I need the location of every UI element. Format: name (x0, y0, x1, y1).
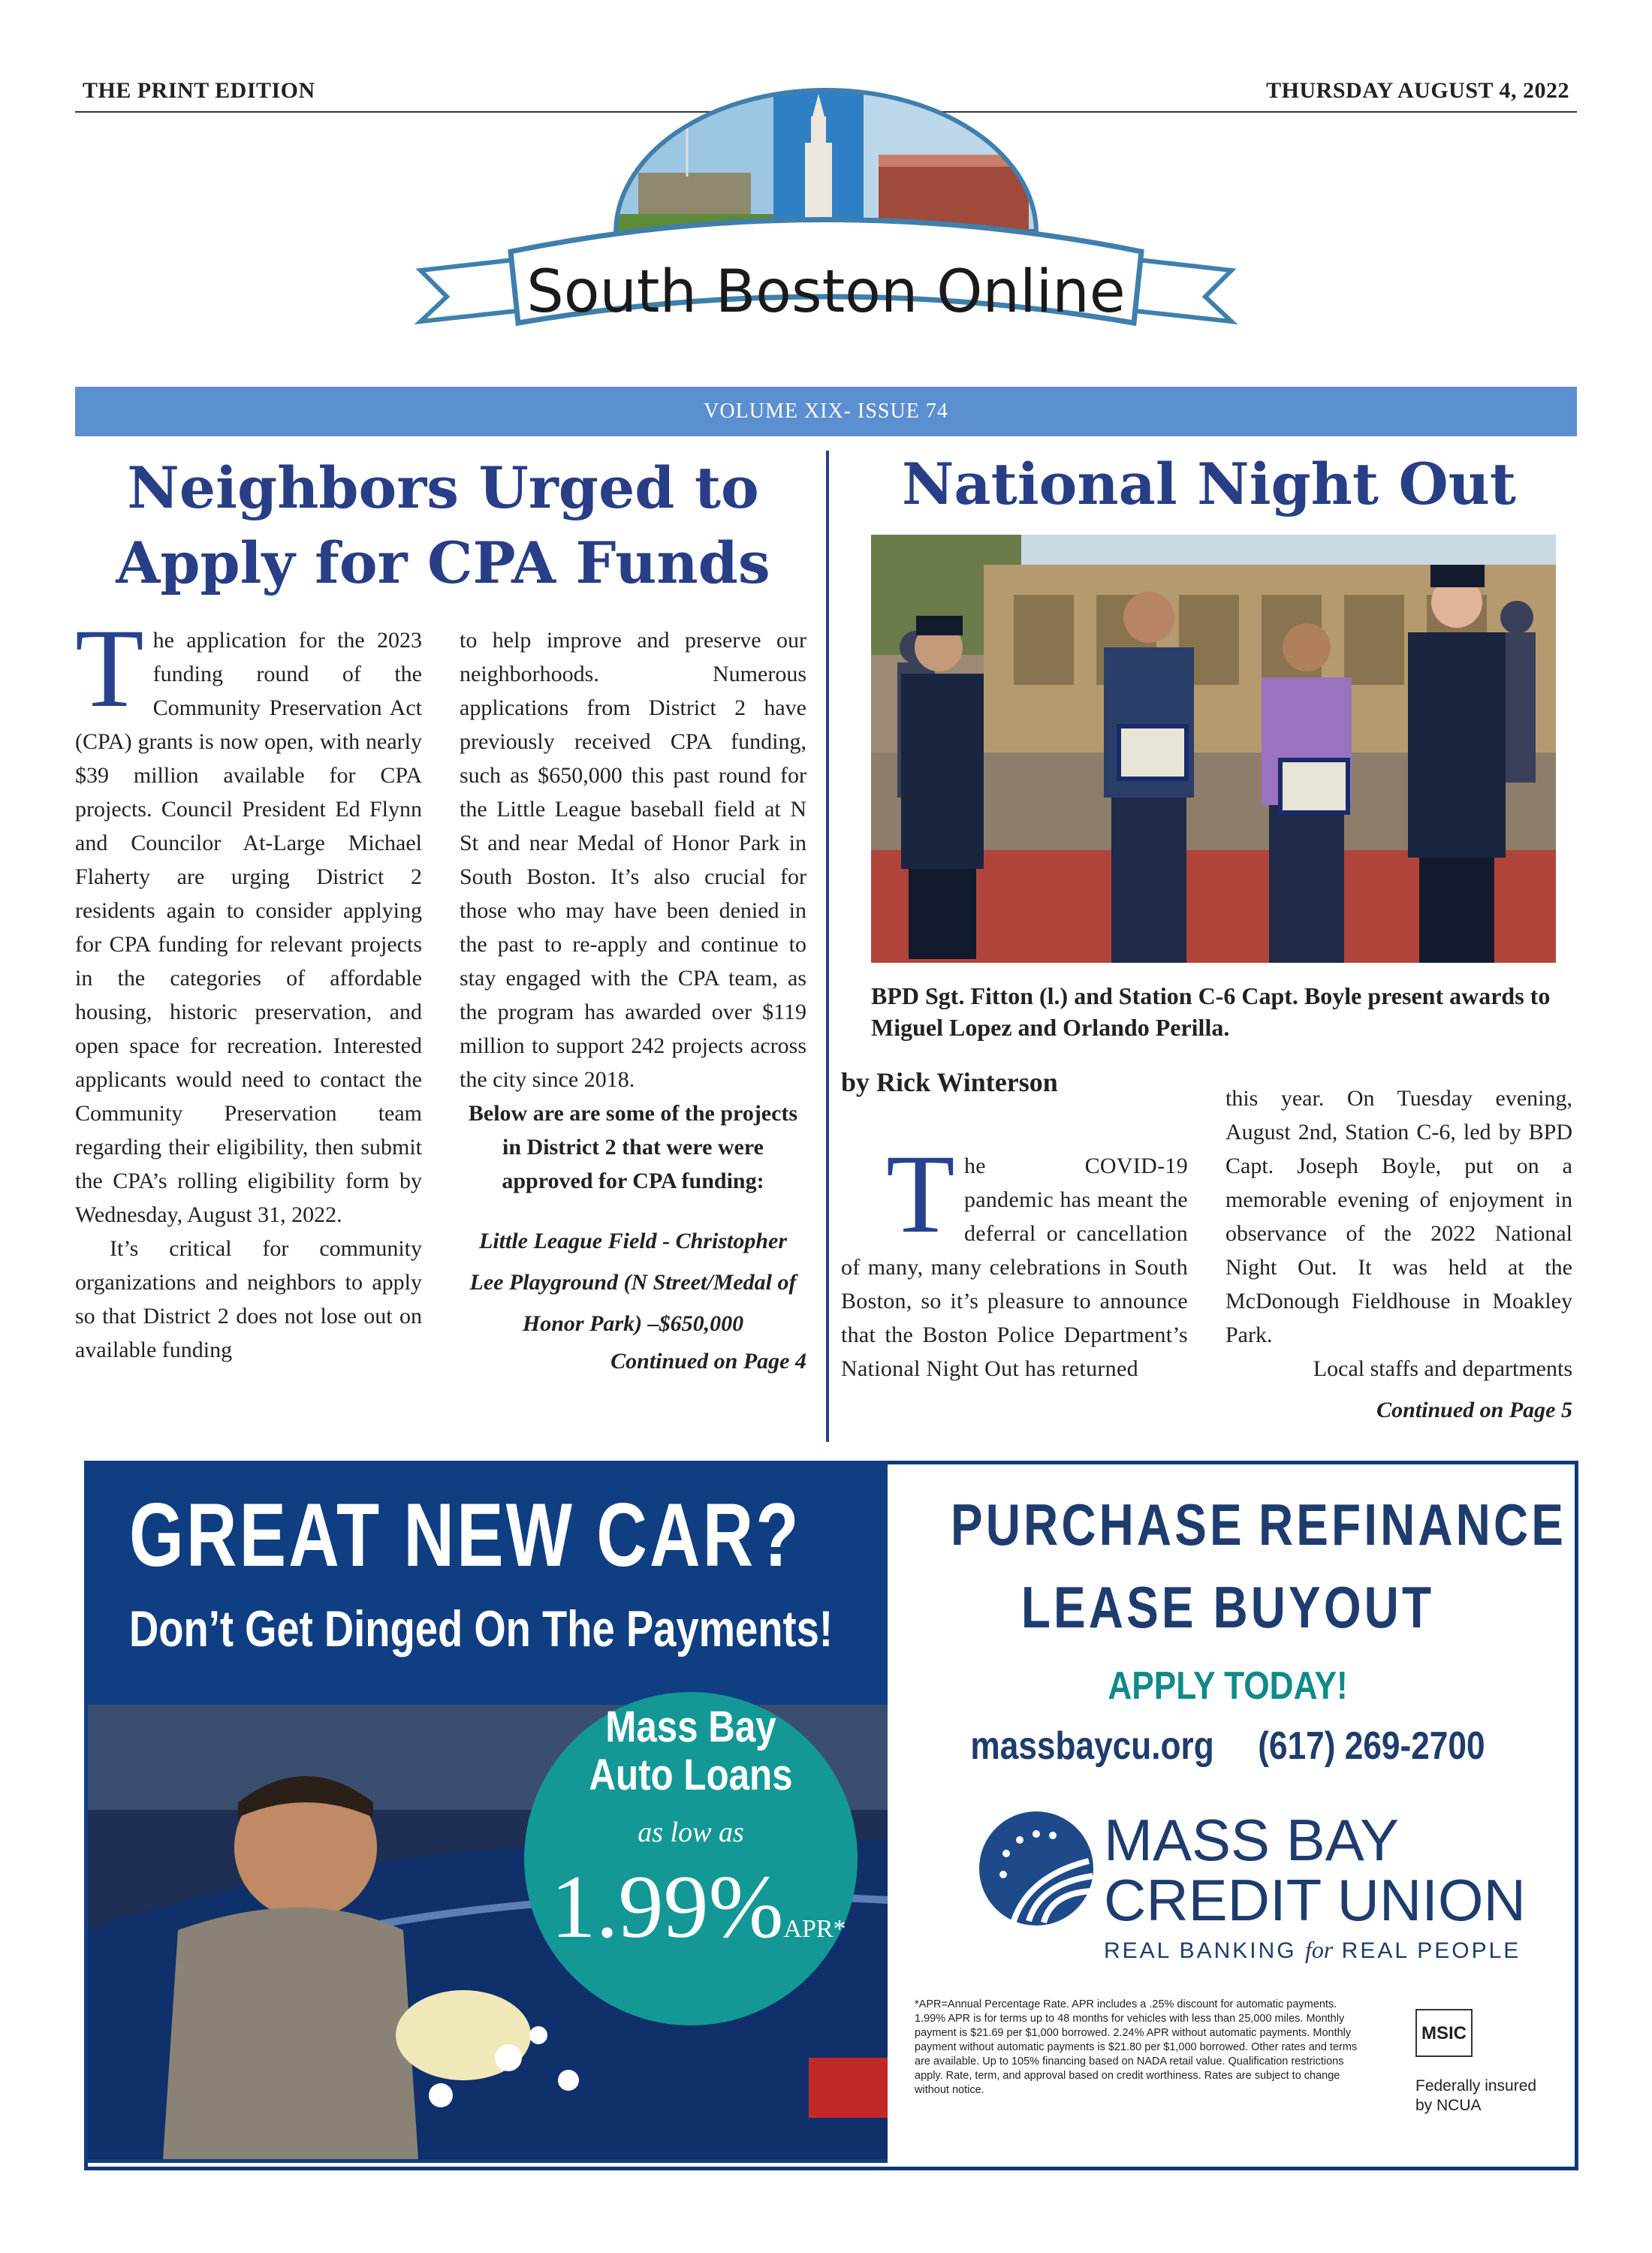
ad-contact (969, 1724, 1487, 1769)
msic-badge (1415, 2009, 1473, 2057)
msic-label: MSIC (1421, 2023, 1467, 2043)
brand-tagline (1104, 1936, 1521, 1964)
column-divider (826, 451, 829, 1442)
circle-line2: Auto Loans (589, 1751, 793, 1799)
article1-continued: Continued on Page 4 (610, 1349, 806, 1374)
article2-paragraph2: this year. On Tuesday evening, August 2nd, Station C-6, led by BPD Capt. Joseph Boyle, put on a memorable evening of enjoyment in observance of the 2022 National Night Out. It was held at the McDonough Fieldhouse in Moakley Park. (1225, 1086, 1572, 1347)
ad-fine-print: *APR=Annual Percentage Rate. APR includes a .25% discount for automatic payments. 1.99% APR is for terms up to 48 months for vehicles with less than 25,000 miles. Monthly payment is $21.69 per $1,000 borrowed. 2.24% APR without automatic payments. Monthly payment without automatic payments is $21.80 per $1,000 borrowed. Other rates and terms are available. Up to 105% financing based on NADA retail value. Qualification restrictions apply. Rate, term, and approval based on credit worthiness. Rates are subject to change without notice. (915, 1998, 1358, 2096)
ad-headline: GREAT NEW CAR? (129, 1485, 801, 1585)
article2-continued: Continued on Page 5 (1376, 1398, 1572, 1422)
article1-projects-intro: Below are are some of the projects in District 2 that were were approved for CPA funding: (468, 1101, 798, 1193)
article1-headline-line2: Apply for CPA Funds (116, 529, 770, 596)
masthead-logo (390, 83, 1262, 376)
article1-column2 (460, 623, 806, 1442)
ad-website[interactable]: massbaycu.org (970, 1724, 1214, 1768)
article2-dropcap: T (886, 1132, 955, 1256)
photo-caption: BPD Sgt. Fitton (l.) and Station C-6 Capt. Boyle present awards to Miguel Lopez and Orlando Perilla. (871, 982, 1551, 1041)
article2-byline: by Rick Winterson (841, 1067, 1058, 1097)
edition-label: THE PRINT EDITION (83, 78, 315, 103)
brand-line2: CREDIT UNION (1104, 1867, 1526, 1933)
article1-paragraph2: It’s critical for community organizations and neighbors to apply so that District 2 does not lose out on available funding (75, 1236, 422, 1362)
brand-name (1104, 1807, 1526, 1933)
mass-bay-logo-icon (976, 1808, 1096, 1929)
brand-line1: MASS BAY (1104, 1807, 1400, 1873)
article1-headline-line1: Neighbors Urged to (127, 454, 759, 521)
volume-bar: VOLUME XIX- ISSUE 74 (75, 387, 1577, 436)
article1-project-item: Little League Field - Christopher Lee Playground (N Street/Medal of Honor Park) –$650,000 (469, 1229, 797, 1336)
article2-paragraph1: he COVID-19 pandemic has meant the deferral or cancellation of many, many celebrations in South Boston, so it’s pleasure to announce that the Boston Police Department’s National Night Out has returned (841, 1154, 1188, 1381)
article1-dropcap: T (75, 606, 144, 731)
circle-apr: APR* (783, 1915, 846, 1943)
ad-refinance: REFINANCE (1259, 1491, 1567, 1558)
article1-paragraph1: he application for the 2023 funding round of the Community Preservation Act (CPA) grants is now open, with nearly $39 million available for CPA projects. Council President Ed Flynn and Councilor At-Large Michael Flaherty are urging District 2 residents again to consider applying for CPA funding for relevant projects in the categories of affordable housing, historic preservation, and open space for recreation. Interested applicants would need to contact the Community Preservation team regarding their eligibility, then submit the CPA’s rolling eligibility form by Wednesday, August 31, 2022. (75, 628, 422, 1227)
masthead-title: South Boston Online (526, 258, 1126, 326)
issue-date: THURSDAY AUGUST 4, 2022 (1266, 78, 1569, 103)
national-night-out-photo (871, 535, 1556, 963)
tagline-part1: REAL BANKING (1104, 1938, 1297, 1963)
ncua-notice: Federally insured by NCUA (1415, 2077, 1537, 2114)
ad-purchase: PURCHASE (951, 1491, 1245, 1558)
ad-lease-buyout: LEASE BUYOUT (1020, 1574, 1435, 1640)
article2-column1 (841, 1132, 1188, 1386)
article2-paragraph3: Local staffs and departments (1313, 1356, 1572, 1381)
article2-column2 (1225, 1081, 1572, 1427)
circle-headline (547, 1703, 835, 1799)
tagline-part2: REAL PEOPLE (1341, 1938, 1521, 1963)
article1-paragraph3: to help improve and preserve our neighborhoods. Numerous applications from District 2 have previously received CPA funding, such as $650,000 this past round for the Little League baseball field at N St and near Medal of Honor Park in South Boston. It’s also crucial for those who may have been denied in the past to re-apply and continue to stay engaged with the CPA team, as the program has awarded over $119 million to support 242 projects across the city since 2018. (460, 628, 806, 1092)
article1-column1 (75, 606, 422, 1434)
circle-rate-line (537, 1855, 860, 1959)
article2-headline: National Night Out (901, 451, 1517, 517)
circle-as-low-as: as low as (638, 1817, 744, 1848)
circle-rate: 1.99% (550, 1856, 784, 1956)
ad-phone[interactable]: (617) 269-2700 (1258, 1724, 1485, 1768)
tagline-for: for (1304, 1936, 1334, 1963)
circle-line1: Mass Bay (605, 1703, 776, 1751)
masthead-photo-arch (601, 83, 1051, 240)
article1-headline (90, 451, 796, 601)
ad-subhead: Don’t Get Dinged On The Payments! (129, 1600, 833, 1657)
ad-apply-today: APPLY TODAY! (1108, 1664, 1348, 1708)
